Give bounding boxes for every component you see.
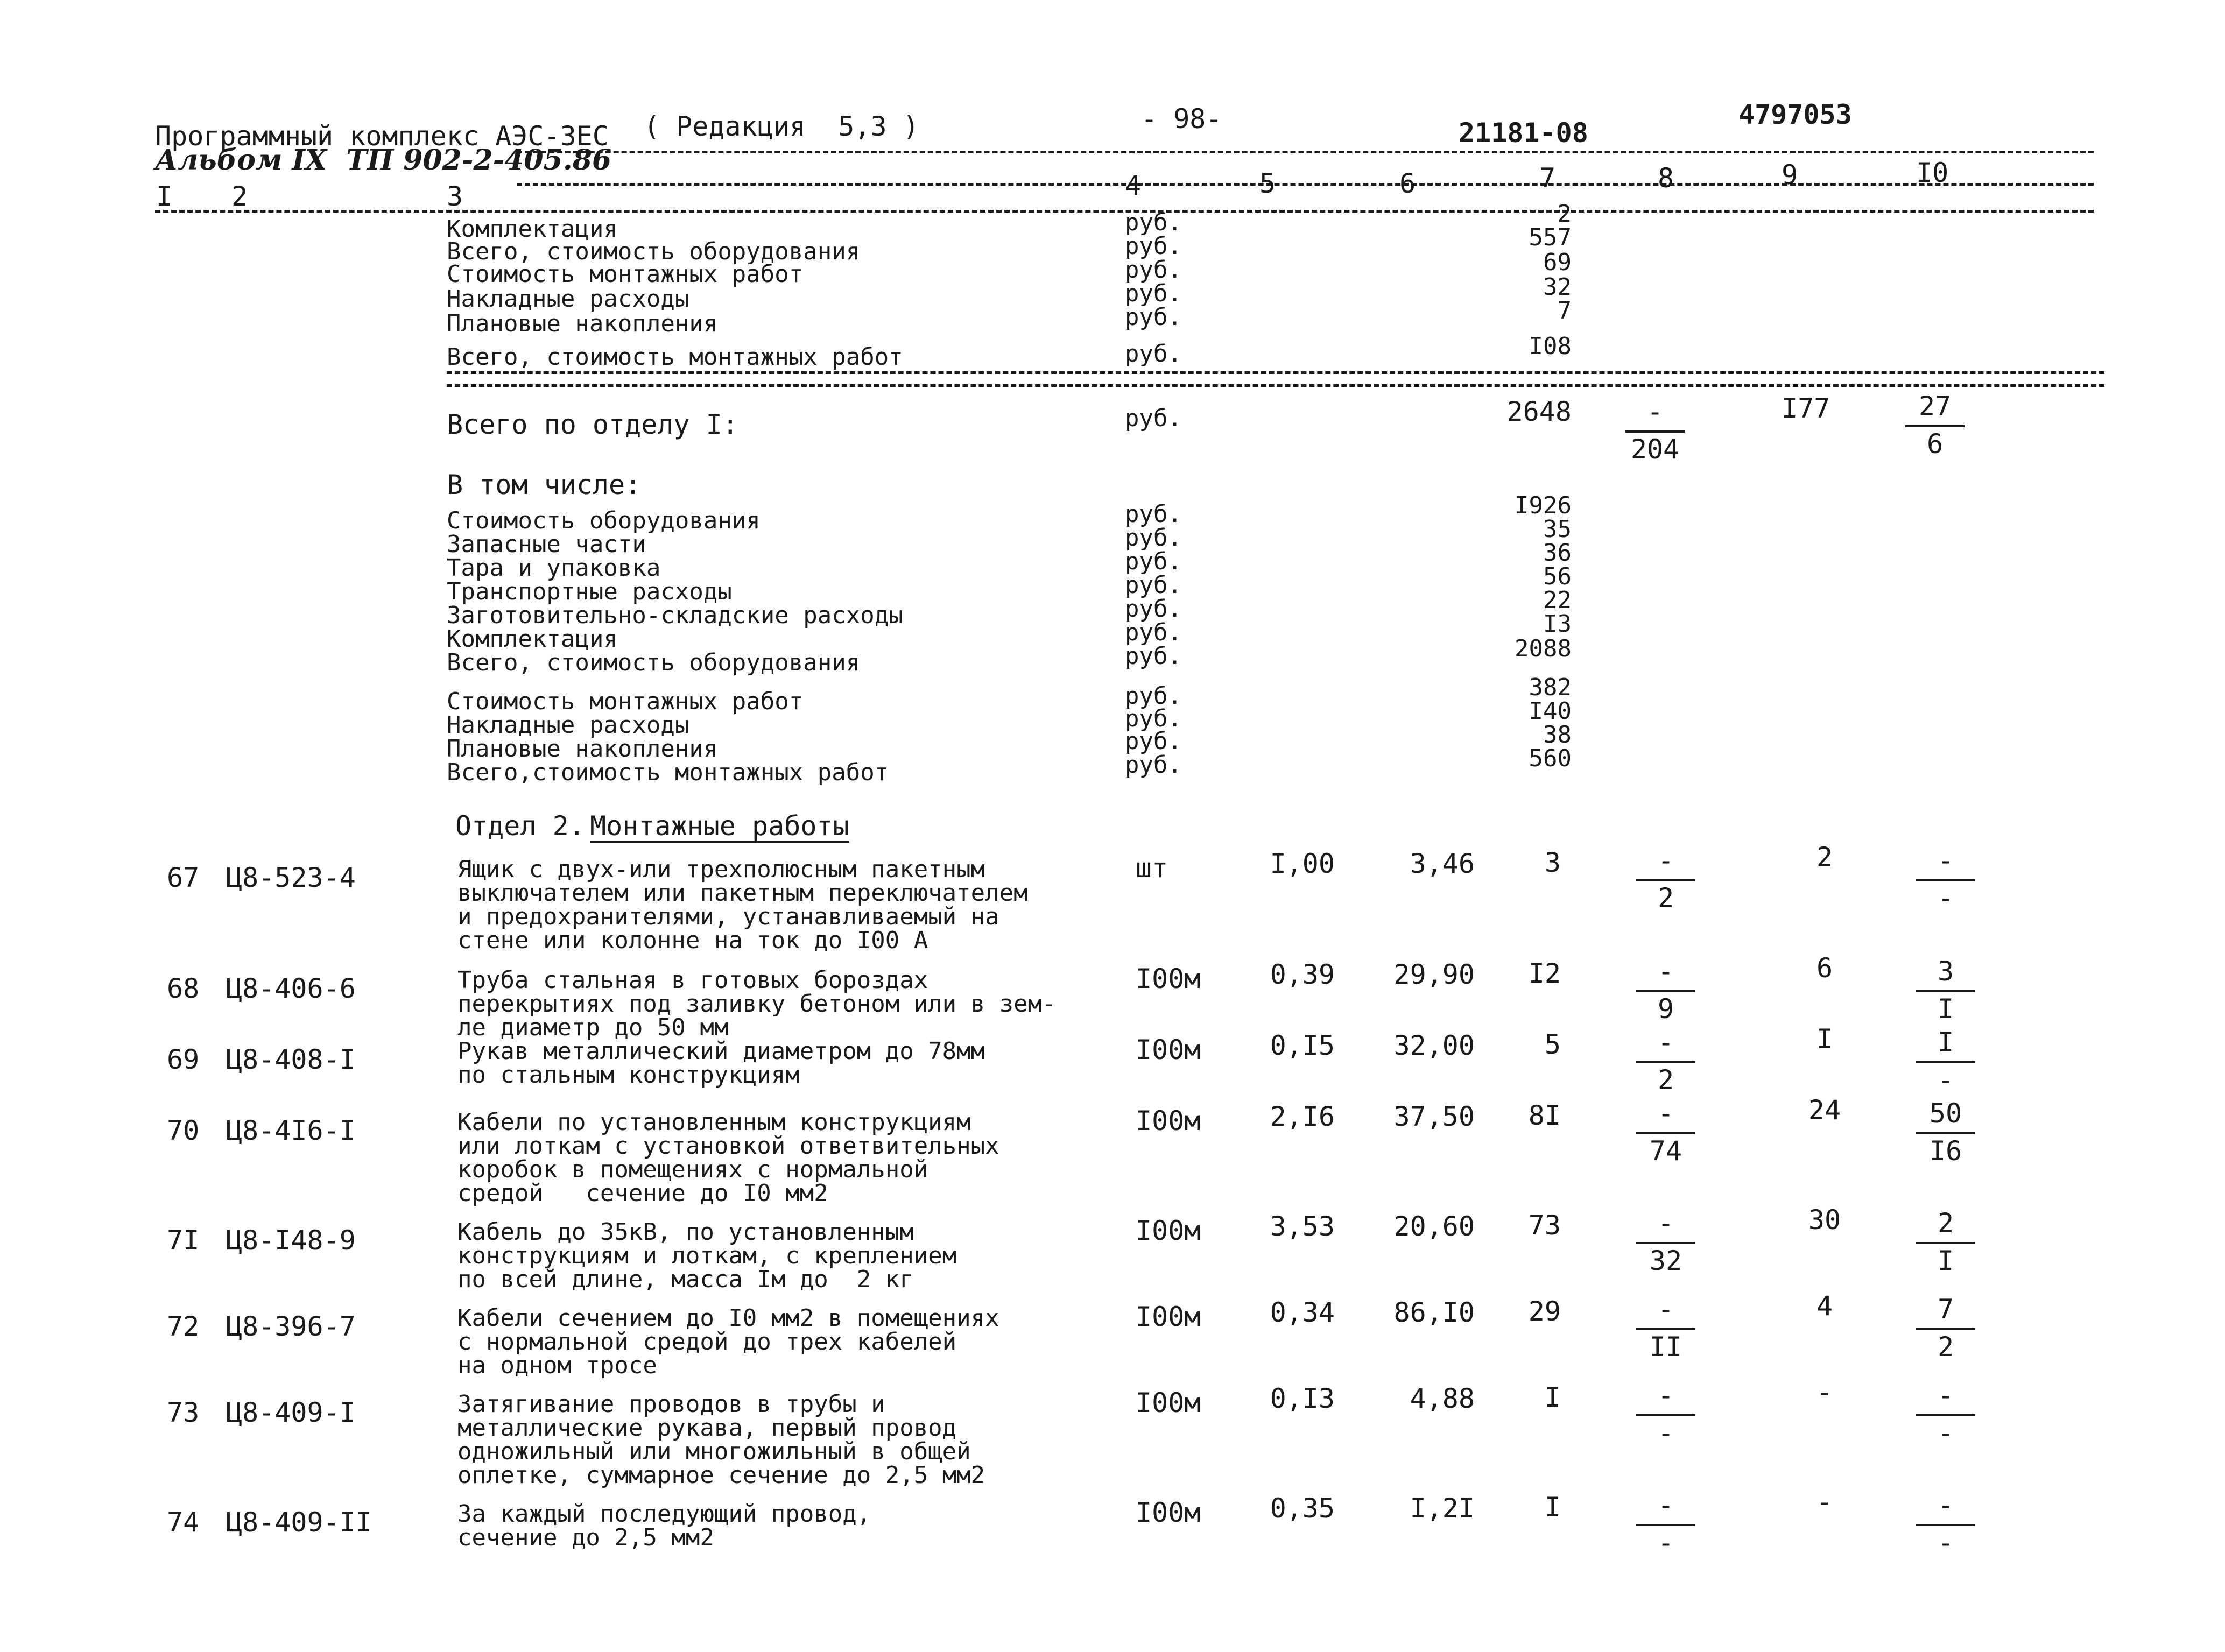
fraction-numerator: I (1937, 1027, 1954, 1058)
row-unit: руб. (1125, 500, 1182, 528)
item-description-line: За каждый последующий провод, (457, 1500, 871, 1528)
item-description-line: ле диаметр до 50 мм (457, 1014, 729, 1041)
row-value: I40 (1529, 697, 1572, 725)
fraction-numerator: - (1657, 1098, 1674, 1129)
column-number: 3 (447, 181, 463, 212)
item-code: Ц8-406-6 (226, 973, 356, 1004)
item-c9: 6 (1816, 952, 1833, 984)
section-rule (447, 384, 2104, 387)
row-unit: руб. (1125, 280, 1182, 307)
item-description-line: конструкциям и лоткам, с креплением (457, 1242, 957, 1269)
fraction-denominator: - (1937, 1527, 1954, 1558)
item-code: Ц8-4I6-I (226, 1115, 356, 1146)
item-description-line: одножильный или многожильный в общей (457, 1438, 971, 1465)
including-label: В том числе: (447, 469, 642, 500)
header-rule (517, 151, 2094, 153)
item-c8-fraction (1636, 1100, 1695, 1167)
item-description-line: средой сечение до I0 мм2 (457, 1180, 828, 1207)
item-c5: 0,34 (1270, 1297, 1335, 1328)
item-code: Ц8-409-II (226, 1507, 372, 1538)
item-description-line: с нормальной средой до трех кабелей (457, 1328, 957, 1356)
row-unit: руб. (1125, 751, 1182, 779)
column-number: 7 (1539, 163, 1556, 194)
fraction-numerator: - (1937, 1489, 1954, 1521)
fraction-denominator: II (1649, 1331, 1682, 1362)
row-value: 557 (1529, 224, 1572, 251)
item-description-line: оплетке, суммарное сечение до 2,5 мм2 (457, 1462, 985, 1489)
item-code: Ц8-396-7 (226, 1311, 356, 1342)
row-value: 382 (1529, 674, 1572, 701)
item-description-line: Труба стальная в готовых бороздах (457, 966, 928, 994)
row-unit: руб. (1125, 232, 1182, 260)
row-unit: руб. (1125, 728, 1182, 755)
fraction-bar (1916, 990, 1975, 992)
item-c10-fraction (1916, 1210, 1975, 1276)
item-number: 67 (167, 862, 200, 893)
row-label: Стоимость монтажных работ (447, 688, 804, 715)
fraction-denominator: 74 (1649, 1135, 1682, 1167)
row-label: Накладные расходы (447, 711, 689, 739)
column-number: 9 (1782, 159, 1798, 190)
fraction-bar (1636, 1414, 1695, 1416)
fraction-denominator: 2 (1937, 1331, 1954, 1362)
row-label: Тара и упаковка (447, 554, 661, 582)
fraction-numerator: - (1657, 1489, 1674, 1521)
row-label: Комплектация (447, 625, 618, 653)
fraction-denominator: - (1657, 1417, 1674, 1449)
row-label: Комплектация (447, 215, 618, 243)
total-unit: руб. (1125, 405, 1182, 432)
item-code: Ц8-I48-9 (226, 1225, 356, 1256)
fraction-denominator: - (1937, 1064, 1954, 1096)
column-number: 6 (1399, 168, 1416, 199)
row-value: I08 (1529, 333, 1572, 360)
row-unit: руб. (1125, 256, 1182, 284)
fraction-bar (1636, 1061, 1695, 1063)
item-c9: I (1816, 1023, 1833, 1055)
row-label: Плановые накопления (447, 310, 718, 337)
total-label: Всего по отделу I: (447, 409, 738, 440)
item-c9: - (1816, 1486, 1833, 1517)
fraction-denominator: - (1657, 1527, 1674, 1558)
item-unit: шт (1136, 852, 1168, 884)
item-c10-fraction (1916, 1489, 1975, 1558)
item-number: 69 (167, 1044, 200, 1075)
item-c10-fraction (1916, 1382, 1975, 1449)
row-value: 7 (1557, 297, 1572, 324)
row-label: Стоимость оборудования (447, 507, 761, 534)
fraction-bar (1916, 879, 1975, 881)
row-unit: руб. (1125, 682, 1182, 710)
fraction-denominator: 204 (1630, 434, 1680, 465)
item-c7: I (1544, 1492, 1561, 1523)
item-c6: 37,50 (1393, 1101, 1475, 1132)
fraction-numerator: - (1937, 845, 1954, 876)
fraction-denominator: I (1937, 1245, 1954, 1276)
item-c7: 5 (1544, 1029, 1561, 1060)
row-unit: руб. (1125, 548, 1182, 575)
item-c5: 0,I3 (1270, 1383, 1335, 1414)
row-label: Плановые накопления (447, 735, 718, 763)
item-description-line: стене или колонне на ток до I00 А (457, 927, 928, 954)
item-description-line: Кабель до 35кВ, по установленным (457, 1218, 914, 1246)
section-title: Монтажные работы (590, 810, 849, 842)
row-label: Запасные части (447, 531, 646, 558)
fraction-numerator: - (1657, 956, 1674, 987)
section-prefix: Отдел 2. (455, 810, 585, 842)
item-c8-fraction (1636, 1210, 1695, 1276)
item-code: Ц8-523-4 (226, 862, 356, 893)
page-number: - 98- (1141, 103, 1222, 135)
item-c7: 73 (1528, 1210, 1561, 1241)
row-unit: руб. (1125, 571, 1182, 599)
fraction-bar (1636, 879, 1695, 881)
row-unit: руб. (1125, 524, 1182, 552)
item-unit: I00м (1136, 1387, 1201, 1418)
row-value: 38 (1543, 721, 1572, 749)
row-label: Всего,стоимость монтажных работ (447, 759, 889, 786)
fraction-bar (1916, 1328, 1975, 1330)
fraction-bar (1905, 425, 1965, 427)
item-c5: 0,39 (1270, 959, 1335, 990)
fraction-denominator: - (1937, 883, 1954, 914)
row-unit: руб. (1125, 340, 1182, 368)
row-unit: руб. (1125, 705, 1182, 732)
row-unit: руб. (1125, 643, 1182, 670)
fraction-denominator: 2 (1657, 883, 1674, 914)
fraction-numerator: 2 (1937, 1208, 1954, 1239)
item-c7: 29 (1528, 1296, 1561, 1327)
item-c5: 0,I5 (1270, 1030, 1335, 1061)
row-label: Накладные расходы (447, 285, 689, 313)
fraction-numerator: - (1657, 1208, 1674, 1239)
fraction-denominator: 9 (1657, 993, 1674, 1025)
row-value: 22 (1543, 587, 1572, 614)
item-unit: I00м (1136, 1215, 1201, 1246)
item-c9: 24 (1808, 1095, 1841, 1126)
item-c8-fraction (1636, 847, 1695, 914)
fraction-bar (1636, 1328, 1695, 1330)
fraction-bar (1916, 1524, 1975, 1526)
item-description-line: Кабели сечением до I0 мм2 в помещениях (457, 1304, 999, 1332)
item-description-line: коробок в помещениях с нормальной (457, 1156, 928, 1183)
fraction-denominator: - (1937, 1417, 1954, 1449)
item-c6: 29,90 (1393, 959, 1475, 990)
item-c10-fraction (1916, 847, 1975, 914)
row-unit: руб. (1125, 595, 1182, 623)
row-unit: руб. (1125, 209, 1182, 236)
fraction-denominator: 32 (1649, 1245, 1682, 1276)
item-code: Ц8-408-I (226, 1044, 356, 1075)
row-label: Всего, стоимость монтажных работ (447, 343, 903, 371)
fraction-bar (1916, 1414, 1975, 1416)
item-description-line: металлические рукава, первый провод (457, 1414, 957, 1442)
item-c6: 20,60 (1393, 1211, 1475, 1242)
fraction-numerator: - (1657, 1380, 1674, 1411)
item-c6: I,2I (1410, 1493, 1475, 1524)
item-description-line: и предохранителями, устанавливаемый на (457, 903, 999, 930)
row-unit: руб. (1125, 619, 1182, 646)
item-number: 68 (167, 973, 200, 1004)
fraction-denominator: 6 (1926, 428, 1944, 460)
item-c8-fraction (1636, 1029, 1695, 1096)
row-value: 2088 (1515, 635, 1572, 662)
fraction-numerator: 7 (1937, 1294, 1954, 1325)
row-value: 2 (1557, 200, 1572, 228)
program-title: Программный комплекс АЭС-ЗЕС (155, 121, 609, 152)
item-unit: I00м (1136, 963, 1201, 994)
fraction-bar (1636, 1524, 1695, 1526)
item-c7: 8I (1528, 1100, 1561, 1131)
item-c9: 4 (1816, 1290, 1833, 1322)
item-unit: I00м (1136, 1497, 1201, 1528)
row-label: Стоимость монтажных работ (447, 260, 804, 288)
column-number: 8 (1658, 163, 1674, 194)
row-label: Транспортные расходы (447, 578, 732, 605)
item-description-line: Затягивание проводов в трубы и (457, 1390, 885, 1418)
row-value: 56 (1543, 563, 1572, 590)
item-number: 72 (167, 1311, 200, 1342)
item-description-line: по стальным конструкциям (457, 1061, 800, 1089)
header-rule (155, 210, 2094, 213)
item-code: Ц8-409-I (226, 1397, 356, 1428)
total-c7: 2648 (1506, 396, 1572, 427)
item-number: 7I (167, 1225, 200, 1256)
item-description-line: на одном тросе (457, 1352, 657, 1379)
item-c5: 3,53 (1270, 1211, 1335, 1242)
item-c7: I2 (1528, 958, 1561, 989)
item-c8-fraction (1636, 1382, 1695, 1449)
item-c7: I (1544, 1382, 1561, 1413)
item-c5: 0,35 (1270, 1493, 1335, 1524)
item-c8-fraction (1636, 1489, 1695, 1558)
fraction-numerator: 50 (1929, 1098, 1962, 1129)
fraction-bar (1916, 1242, 1975, 1244)
fraction-numerator: 3 (1937, 956, 1954, 987)
fraction-bar (1636, 990, 1695, 992)
fraction-numerator: - (1937, 1380, 1954, 1411)
fraction-denominator: 2 (1657, 1064, 1674, 1096)
fraction-denominator: I6 (1929, 1135, 1962, 1167)
item-c9: 2 (1816, 842, 1833, 873)
fraction-bar (1916, 1061, 1975, 1063)
item-unit: I00м (1136, 1034, 1201, 1065)
row-unit: руб. (1125, 303, 1182, 331)
total-c9: I77 (1782, 393, 1830, 424)
row-value: 36 (1543, 539, 1572, 567)
column-number: 4 (1125, 170, 1142, 201)
item-number: 73 (167, 1397, 200, 1428)
item-c7: 3 (1544, 847, 1561, 878)
row-value: 69 (1543, 249, 1572, 276)
fraction-numerator: 27 (1918, 391, 1952, 422)
item-description-line: или лоткам с установкой ответвительных (457, 1132, 999, 1160)
section-rule (447, 371, 2104, 374)
item-c5: I,00 (1270, 848, 1335, 879)
row-value: I926 (1515, 492, 1572, 519)
fraction-bar (1916, 1132, 1975, 1134)
item-c8-fraction (1636, 958, 1695, 1025)
row-value: 32 (1543, 273, 1572, 301)
item-description-line: Кабели по установленным конструкциям (457, 1109, 971, 1136)
item-c10-fraction (1916, 1029, 1975, 1096)
item-description-line: Ящик с двух-или трехполюсным пакетным (457, 856, 985, 883)
item-description-line: выключателем или пакетным переключателем (457, 879, 1028, 907)
row-label: Всего, стоимость оборудования (447, 649, 861, 676)
fraction-denominator: I (1937, 993, 1954, 1025)
item-c8-fraction (1636, 1296, 1695, 1362)
row-label: Всего, стоимость оборудования (447, 238, 861, 265)
item-unit: I00м (1136, 1301, 1201, 1332)
item-number: 74 (167, 1507, 200, 1538)
row-value: 560 (1529, 745, 1572, 772)
column-number: I (156, 181, 173, 212)
item-c5: 2,I6 (1270, 1101, 1335, 1132)
item-c10-fraction (1916, 958, 1975, 1025)
item-description-line: перекрытиях под заливку бетоном или в зем- (457, 990, 1057, 1018)
total-c10-fraction (1905, 393, 1965, 460)
fraction-bar (1636, 1132, 1695, 1134)
column-number: 2 (231, 181, 248, 212)
row-value: 35 (1543, 516, 1572, 543)
item-description-line: Рукав металлический диаметром до 78мм (457, 1037, 985, 1065)
item-c10-fraction (1916, 1100, 1975, 1167)
edition-label: ( Редакция 5,3 ) (644, 111, 919, 142)
fraction-bar (1636, 1242, 1695, 1244)
header-rule (517, 183, 2094, 186)
fraction-numerator: - (1657, 1027, 1674, 1058)
item-description-line: по всей длине, масса Iм до 2 кг (457, 1266, 914, 1293)
column-number: 5 (1259, 168, 1276, 199)
fraction-numerator: - (1646, 396, 1664, 427)
fraction-numerator: - (1657, 845, 1674, 876)
item-c9: - (1816, 1376, 1833, 1408)
item-c9: 30 (1808, 1204, 1841, 1236)
item-c6: 86,I0 (1393, 1297, 1475, 1328)
item-unit: I00м (1136, 1105, 1201, 1136)
album-reference: Альбом IX ТП 902-2-405.86 (155, 144, 612, 177)
fraction-bar (1625, 430, 1685, 433)
item-c6: 32,00 (1393, 1030, 1475, 1061)
item-c10-fraction (1916, 1296, 1975, 1362)
document-code: 21181-08 (1459, 117, 1588, 149)
fraction-numerator: - (1657, 1294, 1674, 1325)
column-number: I0 (1916, 157, 1949, 188)
item-number: 70 (167, 1115, 200, 1146)
item-c6: 3,46 (1410, 848, 1475, 879)
row-value: I3 (1543, 610, 1572, 638)
row-label: Заготовительно-складские расходы (447, 602, 903, 629)
sheet-code: 4797053 (1738, 99, 1852, 130)
total-c8-fraction (1625, 398, 1685, 465)
item-description-line: сечение до 2,5 мм2 (457, 1524, 714, 1551)
item-c6: 4,88 (1410, 1383, 1475, 1414)
